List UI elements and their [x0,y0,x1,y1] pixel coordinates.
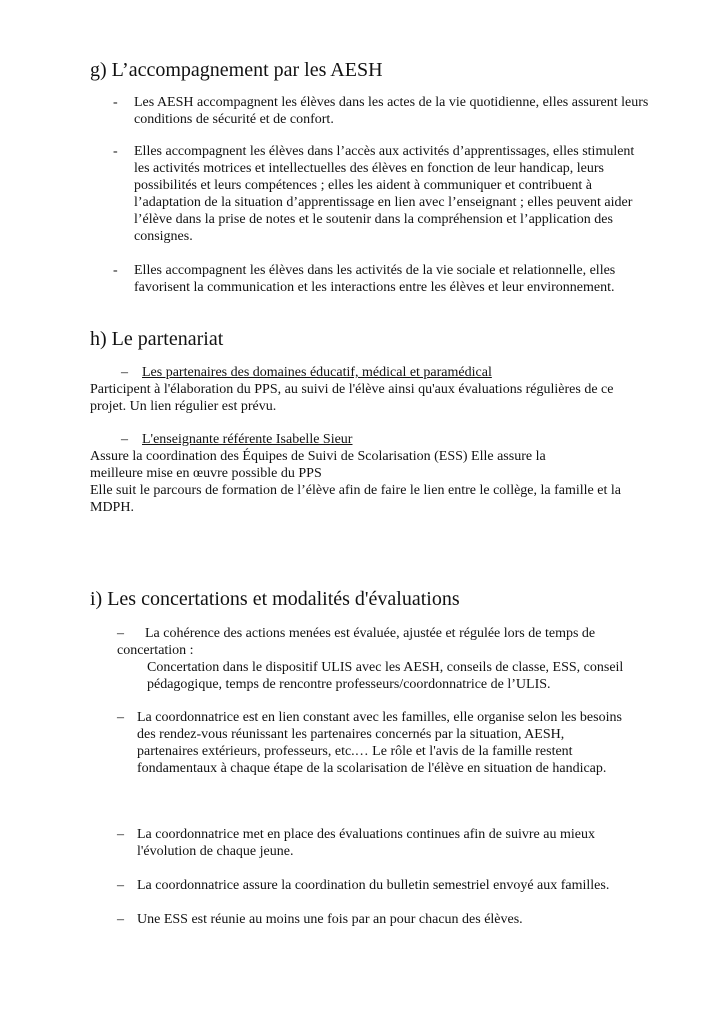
ess-item: Une ESS est réunie au moins une fois par an pour chacun des élèves. [137,912,523,927]
dash-marker: – [117,827,124,842]
referent-text-2: Elle suit le parcours de formation de l’élève afin de faire le lien entre le collège, la famille et la MDPH. [90,483,621,515]
dash-marker: – [117,710,124,725]
dash-marker: – [117,912,124,927]
referent-heading: L'enseignante référente Isabelle Sieur [142,432,353,447]
section-g-title: g) L’accompagnement par les AESH [90,59,383,81]
referent-text-1: Assure la coordination des Équipes de Suivi de Scolarisation (ESS) Elle assure la meilleure mise en œuvre possible du PPS [90,449,546,481]
section-i-title: i) Les concertations et modalités d'évaluations [90,588,460,610]
section-g-bullet-1: Les AESH accompagnent les élèves dans les actes de la vie quotidienne, elles assurent leurs conditions de sécurité et de confort. [134,95,649,127]
section-h-title: h) Le partenariat [90,328,224,350]
partners-heading: Les partenaires des domaines éducatif, médical et paramédical [142,365,492,380]
bulletin-item: La coordonnatrice assure la coordination du bulletin semestriel envoyé aux familles. [137,878,610,893]
dash-marker: – [117,878,124,893]
concertation-lead: La cohérence des actions menées est évaluée, ajustée et régulée lors de temps de concertation : [117,626,596,658]
dash-marker: – [121,432,128,447]
partners-text: Participent à l'élaboration du PPS, au suivi de l'élève ainsi qu'aux évaluations régulières de ce projet. Un lien régulier est prévu. [90,382,614,414]
bullet-marker: - [113,263,118,278]
section-g-bullet-3: Elles accompagnent les élèves dans les activités de la vie sociale et relationnelle, elles favorisent la communication et les interactions entre les élèves et leur environnement. [134,263,616,295]
bullet-marker: - [113,144,118,159]
section-g-bullet-2: Elles accompagnent les élèves dans l’accès aux activités d’apprentissages, elles stimulent les activités motrices et intellectuelles des élèves en fonction de leur handicap, leurs possibilités et leurs compétences ; elles les aident à communiquer et contribuent à l’adaptation de la situation d’apprentissage en lien avec l’enseignant ; elles peuvent aider l’élève dans la prise de notes et le soutenir dans la compréhension et l’application des consignes. [134,144,635,244]
dash-marker: – [121,365,128,380]
dash-marker: – [117,626,124,641]
bullet-marker: - [113,95,118,110]
concertation-detail: Concertation dans le dispositif ULIS avec les AESH, conseils de classe, ESS, conseil pédagogique, temps de rencontre professeurs/coordonnatrice de l’ULIS. [147,660,624,692]
evaluations-item: La coordonnatrice met en place des évaluations continues afin de suivre au mieux l'évolution de chaque jeune. [137,827,595,859]
families-item: La coordonnatrice est en lien constant avec les familles, elle organise selon les besoins des rendez-vous réunissant les partenaires concernés par la situation, AESH, partenaires extérieurs, professeurs, etc.… Le rôle et l'avis de la famille restent fondamentaux à chaque étape de la scolarisation de l'élève en situation de handicap. [137,710,622,776]
